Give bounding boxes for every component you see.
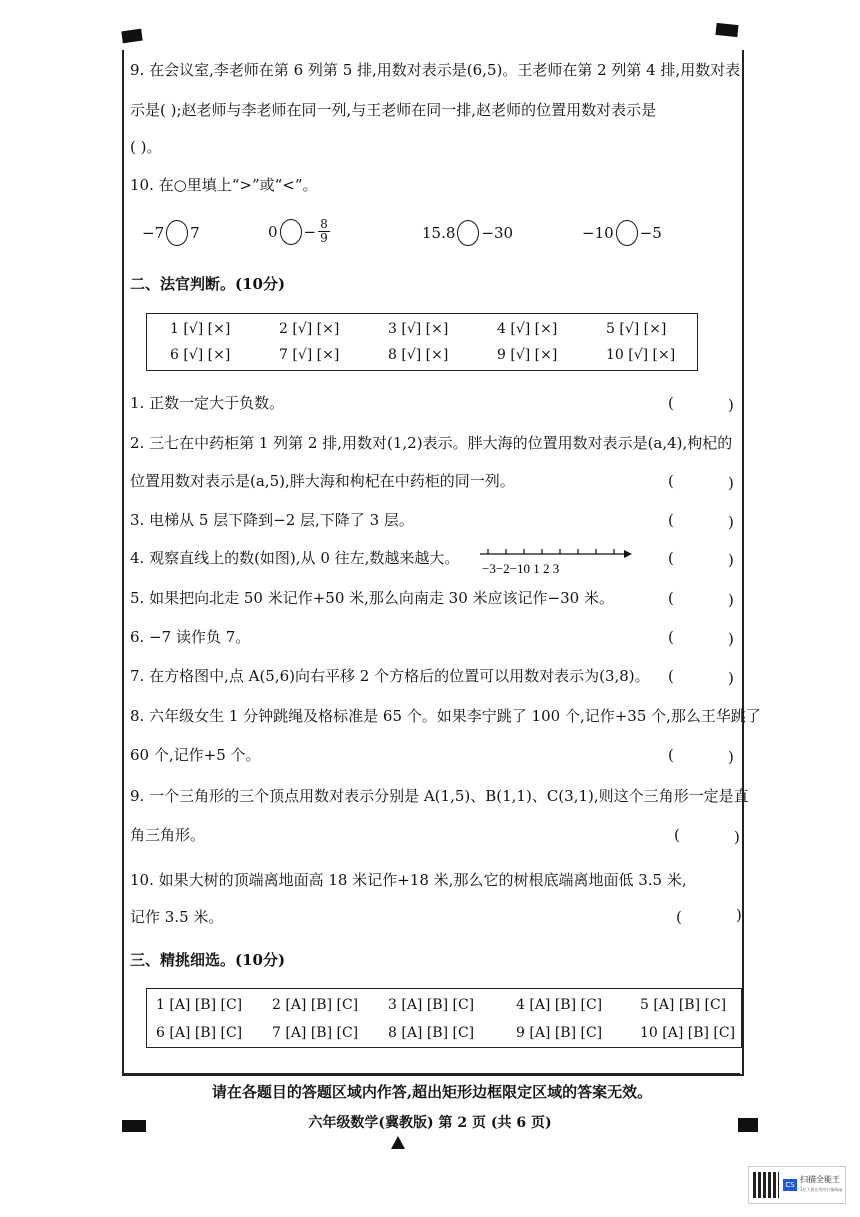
- judge-item: 4. 观察直线上的数(如图),从 0 往左,数越来越大。: [130, 549, 460, 567]
- judge-item: 10. 如果大树的顶端离地面高 18 米记作+18 米,那么它的树根底端离地面低 3.5 米,: [130, 871, 687, 889]
- choice-cell[interactable]: 9 [A] [B] [C]: [516, 1025, 603, 1041]
- compare-left: −10: [582, 224, 614, 242]
- compare-item: [142, 220, 200, 246]
- fraction: [318, 218, 330, 245]
- answer-paren[interactable]: ): [728, 630, 734, 648]
- compare-item: [582, 220, 662, 246]
- compare-item: [422, 220, 513, 246]
- answer-paren[interactable]: ): [734, 828, 740, 846]
- answer-cell[interactable]: 4 [√] [×]: [497, 321, 558, 337]
- scanner-text: [800, 1175, 842, 1195]
- compare-right: −: [303, 222, 317, 241]
- judge-item: 位置用数对表示是(a,5),胖大海和枸杞在中药柜的同一列。: [130, 472, 515, 490]
- answer-paren[interactable]: (: [668, 628, 674, 646]
- choice-cell[interactable]: 4 [A] [B] [C]: [516, 997, 603, 1013]
- q9-line1: 9. 在会议室,李老师在第 6 列第 5 排,用数对表示是(6,5)。王老师在第 2 列第 4 排,用数对表: [130, 61, 741, 79]
- choice-cell[interactable]: 2 [A] [B] [C]: [272, 997, 359, 1013]
- footer-notice-bar: [124, 1073, 740, 1105]
- answer-cell[interactable]: 1 [√] [×]: [170, 321, 231, 337]
- registration-mark: [715, 23, 738, 37]
- answer-paren[interactable]: (: [668, 746, 674, 764]
- scanner-name: 扫描全能王: [800, 1175, 840, 1184]
- compare-left: 15.8: [422, 224, 456, 242]
- section2-answer-row: [170, 346, 715, 364]
- judge-item: 记作 3.5 米。: [130, 908, 224, 926]
- section3-title: 三、精挑细选。(10分): [130, 951, 286, 969]
- answer-paren[interactable]: (: [668, 394, 674, 412]
- answer-paren[interactable]: ): [728, 474, 734, 492]
- page-info: 六年级数学(冀教版) 第 2 页 (共 6 页): [308, 1115, 552, 1131]
- answer-cell[interactable]: 9 [√] [×]: [497, 347, 558, 363]
- judge-item: 6. −7 读作负 7。: [130, 628, 251, 646]
- number-line-figure: [478, 542, 634, 576]
- scanner-watermark: [748, 1166, 846, 1204]
- judge-item: 8. 六年级女生 1 分钟跳绳及格标准是 65 个。如果李宁跳了 100 个,记作+35 个,那么王华跳了: [130, 707, 761, 725]
- answer-paren[interactable]: ): [728, 513, 734, 531]
- compare-circle[interactable]: [280, 219, 302, 245]
- triangle-marker-icon: [391, 1136, 405, 1149]
- q9-line3: ( )。: [130, 138, 162, 156]
- choice-cell[interactable]: 10 [A] [B] [C]: [640, 1025, 736, 1041]
- answer-paren[interactable]: (: [676, 908, 682, 926]
- footer-notice: 请在各题目的答题区域内作答,超出矩形边框限定区域的答案无效。: [211, 1083, 653, 1101]
- answer-paren[interactable]: ): [728, 396, 734, 414]
- answer-paren[interactable]: ): [736, 906, 742, 924]
- section2-title: 二、法官判断。(10分): [130, 275, 286, 293]
- choice-cell[interactable]: 5 [A] [B] [C]: [640, 997, 727, 1013]
- answer-paren[interactable]: ): [728, 551, 734, 569]
- answer-cell[interactable]: 2 [√] [×]: [279, 321, 340, 337]
- scanner-slogan: 3亿人都在用的扫描App: [800, 1187, 843, 1192]
- answer-paren[interactable]: (: [668, 667, 674, 685]
- choice-cell[interactable]: 1 [A] [B] [C]: [156, 997, 243, 1013]
- answer-paren[interactable]: (: [668, 511, 674, 529]
- answer-cell[interactable]: 10 [√] [×]: [606, 347, 676, 363]
- choice-cell[interactable]: 6 [A] [B] [C]: [156, 1025, 243, 1041]
- q10-title: 10. 在○里填上“>”或“<”。: [130, 176, 318, 194]
- judge-item: 2. 三七在中药柜第 1 列第 2 排,用数对(1,2)表示。胖大海的位置用数对表示是(a,4),枸杞的: [130, 434, 733, 452]
- number-line-labels: −3−2−10 1 2 3: [482, 561, 560, 576]
- choice-cell[interactable]: 3 [A] [B] [C]: [388, 997, 475, 1013]
- judge-item: 1. 正数一定大于负数。: [130, 394, 285, 412]
- compare-circle[interactable]: [166, 220, 188, 246]
- compare-left: 0: [268, 222, 278, 241]
- fraction-denominator: 9: [320, 231, 328, 245]
- section3-answer-row: [156, 996, 740, 1014]
- compare-left: −7: [142, 224, 165, 242]
- compare-circle[interactable]: [616, 220, 638, 246]
- judge-item: 角三角形。: [130, 826, 206, 844]
- answer-paren[interactable]: ): [728, 591, 734, 609]
- judge-item: 3. 电梯从 5 层下降到−2 层,下降了 3 层。: [130, 511, 414, 529]
- answer-paren[interactable]: (: [668, 472, 674, 490]
- section2-answer-row: [170, 320, 715, 338]
- registration-mark: [121, 29, 142, 44]
- qr-code-icon: [753, 1172, 779, 1198]
- answer-paren[interactable]: (: [674, 826, 680, 844]
- answer-paren[interactable]: ): [728, 669, 734, 687]
- judge-item: 9. 一个三角形的三个顶点用数对表示分别是 A(1,5)、B(1,1)、C(3,1),则这个三角形一定是直: [130, 787, 749, 805]
- judge-item: 7. 在方格图中,点 A(5,6)向右平移 2 个方格后的位置可以用数对表示为(3,8)。: [130, 667, 650, 685]
- compare-right: 7: [190, 224, 200, 242]
- fraction-numerator: 8: [320, 217, 328, 231]
- compare-circle[interactable]: [457, 220, 479, 246]
- choice-cell[interactable]: 7 [A] [B] [C]: [272, 1025, 359, 1041]
- answer-cell[interactable]: 5 [√] [×]: [606, 321, 667, 337]
- judge-item: 60 个,记作+5 个。: [130, 746, 261, 764]
- answer-cell[interactable]: 8 [√] [×]: [388, 347, 449, 363]
- compare-right: −5: [639, 224, 662, 242]
- compare-right: −30: [481, 224, 514, 242]
- answer-cell[interactable]: 6 [√] [×]: [170, 347, 231, 363]
- judge-item: 5. 如果把向北走 50 米记作+50 米,那么向南走 30 米应该记作−30 米。: [130, 589, 614, 607]
- cs-logo-icon: CS: [783, 1179, 797, 1191]
- answer-cell[interactable]: 3 [√] [×]: [388, 321, 449, 337]
- answer-paren[interactable]: (: [668, 589, 674, 607]
- compare-item: [268, 218, 330, 245]
- choice-cell[interactable]: 8 [A] [B] [C]: [388, 1025, 475, 1041]
- q9-line2: 示是( );赵老师与李老师在同一列,与王老师在同一排,赵老师的位置用数对表示是: [130, 101, 657, 119]
- section3-answer-row: [156, 1024, 740, 1042]
- answer-paren[interactable]: ): [728, 748, 734, 766]
- answer-paren[interactable]: (: [668, 549, 674, 567]
- answer-cell[interactable]: 7 [√] [×]: [279, 347, 340, 363]
